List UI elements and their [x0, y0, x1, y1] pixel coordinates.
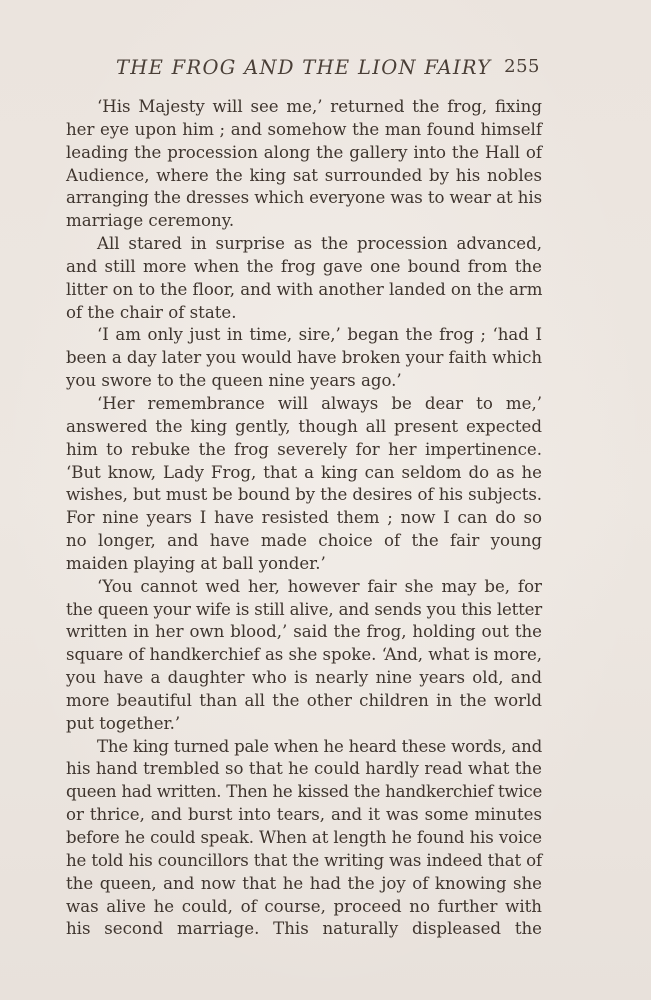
text-line: the queen your wife is still alive, and sends you this letter [66, 599, 542, 619]
text-line: more beautiful than all the other children in the world [66, 690, 542, 710]
text-line: The king turned pale when he heard these words, and [97, 736, 542, 756]
text-line: was alive he could, of course, proceed no further with [66, 896, 542, 916]
text-line: leading the procession along the gallery into the Hall of [66, 142, 542, 162]
text-line: his hand trembled so that he could hardly read what the [66, 759, 542, 779]
text-line: litter on to the floor, and with another landed on the arm [66, 279, 543, 299]
text-line: queen had written. Then he kissed the handkerchief twice [66, 782, 543, 802]
body-text [66, 96, 542, 941]
text-line: Audience, where the king sat surrounded by his nobles [66, 165, 542, 185]
text-line: ‘I am only just in time, sire,’ began the frog ; ‘had I [97, 325, 542, 345]
text-line: he told his councillors that the writing was indeed that of [66, 850, 542, 870]
text-line: put together.’ [66, 713, 181, 733]
text-line: before he could speak. When at length he found his voice [66, 828, 542, 847]
text-line: wishes, but must be bound by the desires of his subjects. [66, 485, 542, 505]
text-line: For nine years I have resisted them ; now I can do so [66, 508, 542, 528]
running-head [66, 56, 544, 86]
text-line: of the chair of state. [66, 302, 237, 322]
text-line: the queen, and now that he had the joy of knowing she [66, 873, 542, 893]
text-line: his second marriage. This naturally displeased the [66, 919, 542, 939]
text-line: you have a daughter who is nearly nine years old, and [66, 668, 542, 688]
text-line: you swore to the queen nine years ago.’ [66, 371, 402, 391]
text-line: maiden playing at ball yonder.’ [66, 553, 326, 573]
text-line: arranging the dresses which everyone was to wear at his [66, 188, 542, 208]
text-line: ‘Her remembrance will always be dear to me,’ [97, 393, 542, 413]
text-line: ‘His Majesty will see me,’ returned the frog, fixing [97, 97, 542, 116]
text-line: been a day later you would have broken your faith which [66, 348, 542, 368]
running-title: THE FROG AND THE LION FAIRY [116, 56, 492, 79]
text-line: square of handkerchief as she spoke. ‘And, what is more, [66, 645, 542, 665]
text-line: him to rebuke the frog severely for her impertinence. [66, 439, 542, 459]
text-line: All stared in surprise as the procession advanced, [97, 234, 542, 254]
text-line: ‘You cannot wed her, however fair she may be, for [97, 576, 542, 596]
text-line: ‘But know, Lady Frog, that a king can seldom do as he [66, 462, 542, 482]
text-line: marriage ceremony. [66, 211, 235, 231]
page-number: 255 [504, 56, 540, 77]
text-line: or thrice, and burst into tears, and it was some minutes [66, 805, 542, 825]
text-line: her eye upon him ; and somehow the man found himself [66, 119, 542, 139]
text-line: and still more when the frog gave one bound from the [66, 256, 542, 276]
text-line: no longer, and have made choice of the fair young [66, 531, 542, 551]
text-line: written in her own blood,’ said the frog, holding out the [66, 622, 542, 642]
text-line: answered the king gently, though all present expected [66, 416, 542, 436]
